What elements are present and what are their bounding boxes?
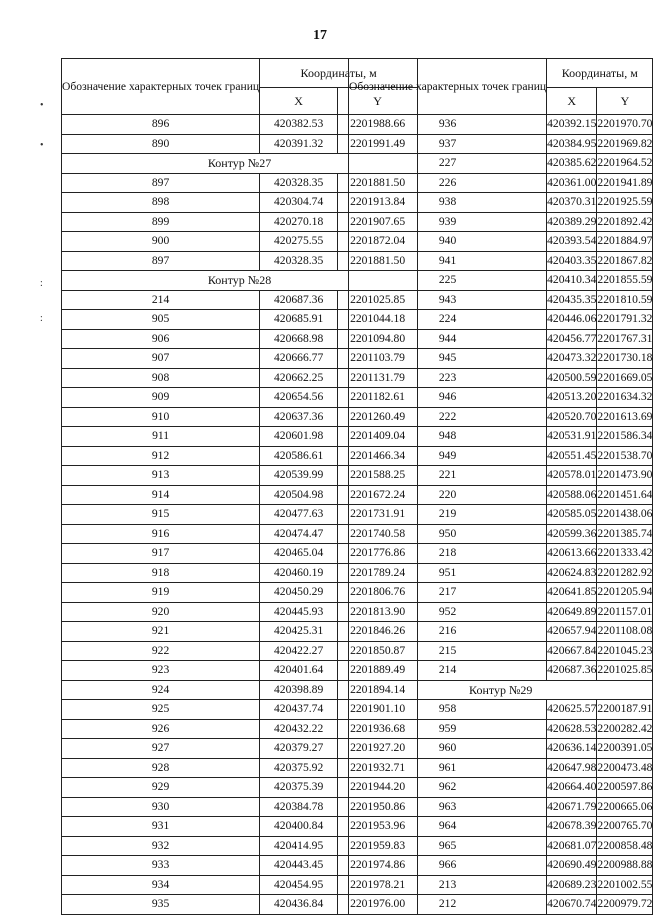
x-coordinate-cell: 420636.14 <box>547 739 597 759</box>
point-cell: 219 <box>349 505 547 525</box>
point-cell: 222 <box>349 407 547 427</box>
point-cell: 929 <box>62 778 260 798</box>
contour-label: Контур №29 <box>349 680 653 700</box>
y-coordinate-cell: 2201944.20 <box>338 778 418 798</box>
table-row <box>349 310 653 330</box>
x-coordinate-cell: 420689.23 <box>547 875 597 895</box>
x-coordinate-cell: 420662.25 <box>260 368 338 388</box>
x-coordinate-cell: 420460.19 <box>260 563 338 583</box>
y-coordinate-cell: 2201925.59 <box>597 193 653 213</box>
x-coordinate-cell: 420422.27 <box>260 641 338 661</box>
x-coordinate-cell: 420410.34 <box>547 271 597 291</box>
x-coordinate-cell: 420667.84 <box>547 641 597 661</box>
table-row <box>349 427 653 447</box>
y-coordinate-cell: 2201789.24 <box>338 563 418 583</box>
y-coordinate-cell: 2201025.85 <box>338 290 418 310</box>
point-cell: 896 <box>62 115 260 135</box>
x-coordinate-cell: 420668.98 <box>260 329 338 349</box>
y-coordinate-cell: 2201867.82 <box>597 251 653 271</box>
point-cell: 890 <box>62 134 260 154</box>
y-coordinate-cell: 2201385.74 <box>597 524 653 544</box>
point-cell: 927 <box>62 739 260 759</box>
y-coordinate-cell: 2201969.82 <box>597 134 653 154</box>
table-row <box>349 212 653 232</box>
y-coordinate-cell: 2201182.61 <box>338 388 418 408</box>
point-cell: 906 <box>62 329 260 349</box>
y-coordinate-cell: 2200858.48 <box>597 836 653 856</box>
y-coordinate-cell: 2201025.85 <box>597 661 653 681</box>
y-coordinate-cell: 2201850.87 <box>338 641 418 661</box>
x-coordinate-cell: 420670.74 <box>547 895 597 915</box>
point-cell: 212 <box>349 895 547 915</box>
x-coordinate-cell: 420671.79 <box>547 797 597 817</box>
point-cell: 922 <box>62 641 260 661</box>
y-coordinate-cell: 2201978.21 <box>338 875 418 895</box>
y-coordinate-cell: 2201806.76 <box>338 583 418 603</box>
point-cell: 218 <box>349 544 547 564</box>
point-cell: 935 <box>62 895 260 915</box>
table-row <box>349 115 653 135</box>
table-row <box>349 602 653 622</box>
table-row <box>349 719 653 739</box>
point-cell: 939 <box>349 212 547 232</box>
x-coordinate-cell: 420599.36 <box>547 524 597 544</box>
x-coordinate-cell: 420681.07 <box>547 836 597 856</box>
point-cell: 226 <box>349 173 547 193</box>
table-row <box>349 641 653 661</box>
table-row <box>349 622 653 642</box>
margin-mark: • <box>40 140 44 151</box>
point-cell: 227 <box>349 154 547 174</box>
y-coordinate-cell: 2201932.71 <box>338 758 418 778</box>
point-cell: 937 <box>349 134 547 154</box>
point-cell: 898 <box>62 193 260 213</box>
x-coordinate-cell: 420465.04 <box>260 544 338 564</box>
y-coordinate-cell: 2201810.59 <box>597 290 653 310</box>
table-row <box>349 524 653 544</box>
point-cell: 964 <box>349 817 547 837</box>
point-cell: 923 <box>62 661 260 681</box>
point-cell: 905 <box>62 310 260 330</box>
margin-mark: : <box>40 313 43 324</box>
y-coordinate-cell: 2201588.25 <box>338 466 418 486</box>
table-row <box>349 758 653 778</box>
y-coordinate-cell: 2201282.92 <box>597 563 653 583</box>
x-coordinate-cell: 420384.78 <box>260 797 338 817</box>
point-cell: 214 <box>349 661 547 681</box>
table-row <box>349 836 653 856</box>
header-coordinates: Координаты, м <box>260 59 418 88</box>
point-cell: 938 <box>349 193 547 213</box>
point-cell: 917 <box>62 544 260 564</box>
x-coordinate-cell: 420403.35 <box>547 251 597 271</box>
x-coordinate-cell: 420678.39 <box>547 817 597 837</box>
x-coordinate-cell: 420504.98 <box>260 485 338 505</box>
point-cell: 965 <box>349 836 547 856</box>
x-coordinate-cell: 420385.62 <box>547 154 597 174</box>
point-cell: 224 <box>349 310 547 330</box>
x-coordinate-cell: 420432.22 <box>260 719 338 739</box>
x-coordinate-cell: 420520.70 <box>547 407 597 427</box>
y-coordinate-cell: 2201959.83 <box>338 836 418 856</box>
y-coordinate-cell: 2200665.06 <box>597 797 653 817</box>
table-row <box>349 485 653 505</box>
table-row <box>349 173 653 193</box>
point-cell: 948 <box>349 427 547 447</box>
y-coordinate-cell: 2200979.72 <box>597 895 653 915</box>
table-row <box>349 817 653 837</box>
point-cell: 216 <box>349 622 547 642</box>
point-cell: 958 <box>349 700 547 720</box>
table-row <box>349 388 653 408</box>
point-cell: 941 <box>349 251 547 271</box>
y-coordinate-cell: 2201881.50 <box>338 251 418 271</box>
point-cell: 936 <box>349 115 547 135</box>
y-coordinate-cell: 2201791.32 <box>597 310 653 330</box>
x-coordinate-cell: 420664.40 <box>547 778 597 798</box>
point-cell: 213 <box>349 875 547 895</box>
x-coordinate-cell: 420375.92 <box>260 758 338 778</box>
x-coordinate-cell: 420539.99 <box>260 466 338 486</box>
point-cell: 950 <box>349 524 547 544</box>
y-coordinate-cell: 2201740.58 <box>338 524 418 544</box>
point-cell: 932 <box>62 836 260 856</box>
table-row <box>349 797 653 817</box>
point-cell: 946 <box>349 388 547 408</box>
page-number: 17 <box>313 28 327 43</box>
point-cell: 963 <box>349 797 547 817</box>
y-coordinate-cell: 2201976.00 <box>338 895 418 915</box>
point-cell: 940 <box>349 232 547 252</box>
x-coordinate-cell: 420328.35 <box>260 173 338 193</box>
header-y: Y <box>338 88 418 115</box>
y-coordinate-cell: 2201157.01 <box>597 602 653 622</box>
contour-label: Контур №27 <box>62 154 418 174</box>
x-coordinate-cell: 420551.45 <box>547 446 597 466</box>
x-coordinate-cell: 420685.91 <box>260 310 338 330</box>
contour-label: Контур №28 <box>62 271 418 291</box>
y-coordinate-cell: 2201205.94 <box>597 583 653 603</box>
table-row <box>349 739 653 759</box>
y-coordinate-cell: 2201613.69 <box>597 407 653 427</box>
y-coordinate-cell: 2201538.70 <box>597 446 653 466</box>
x-coordinate-cell: 420654.56 <box>260 388 338 408</box>
x-coordinate-cell: 420500.59 <box>547 368 597 388</box>
table-row <box>349 544 653 564</box>
table-row <box>349 407 653 427</box>
table-row <box>349 583 653 603</box>
point-cell: 220 <box>349 485 547 505</box>
x-coordinate-cell: 420456.77 <box>547 329 597 349</box>
x-coordinate-cell: 420304.74 <box>260 193 338 213</box>
x-coordinate-cell: 420578.01 <box>547 466 597 486</box>
y-coordinate-cell: 2201889.49 <box>338 661 418 681</box>
x-coordinate-cell: 420477.63 <box>260 505 338 525</box>
y-coordinate-cell: 2201974.86 <box>338 856 418 876</box>
point-cell: 919 <box>62 583 260 603</box>
point-cell: 945 <box>349 349 547 369</box>
point-cell: 962 <box>349 778 547 798</box>
x-coordinate-cell: 420586.61 <box>260 446 338 466</box>
y-coordinate-cell: 2201892.42 <box>597 212 653 232</box>
point-cell: 897 <box>62 173 260 193</box>
x-coordinate-cell: 420400.84 <box>260 817 338 837</box>
margin-mark: • <box>40 100 44 111</box>
point-cell: 933 <box>62 856 260 876</box>
y-coordinate-cell: 2201044.18 <box>338 310 418 330</box>
point-cell: 951 <box>349 563 547 583</box>
x-coordinate-cell: 420401.64 <box>260 661 338 681</box>
point-cell: 931 <box>62 817 260 837</box>
table-row <box>349 134 653 154</box>
y-coordinate-cell: 2200765.70 <box>597 817 653 837</box>
y-coordinate-cell: 2201988.66 <box>338 115 418 135</box>
table-row <box>349 232 653 252</box>
margin-mark: : <box>40 278 43 289</box>
x-coordinate-cell: 420275.55 <box>260 232 338 252</box>
point-cell: 911 <box>62 427 260 447</box>
y-coordinate-cell: 2201103.79 <box>338 349 418 369</box>
table-row <box>349 700 653 720</box>
x-coordinate-cell: 420389.29 <box>547 212 597 232</box>
table-row <box>349 895 653 915</box>
point-cell: 908 <box>62 368 260 388</box>
table-row <box>349 778 653 798</box>
y-coordinate-cell: 2201901.10 <box>338 700 418 720</box>
point-cell: 966 <box>349 856 547 876</box>
header-y: Y <box>597 88 653 115</box>
x-coordinate-cell: 420391.32 <box>260 134 338 154</box>
y-coordinate-cell: 2201767.31 <box>597 329 653 349</box>
x-coordinate-cell: 420531.91 <box>547 427 597 447</box>
y-coordinate-cell: 2201927.20 <box>338 739 418 759</box>
point-cell: 899 <box>62 212 260 232</box>
point-cell: 913 <box>62 466 260 486</box>
y-coordinate-cell: 2201002.55 <box>597 875 653 895</box>
point-cell: 215 <box>349 641 547 661</box>
point-cell: 907 <box>62 349 260 369</box>
y-coordinate-cell: 2201260.49 <box>338 407 418 427</box>
x-coordinate-cell: 420628.53 <box>547 719 597 739</box>
y-coordinate-cell: 2201094.80 <box>338 329 418 349</box>
x-coordinate-cell: 420384.95 <box>547 134 597 154</box>
y-coordinate-cell: 2201941.89 <box>597 173 653 193</box>
y-coordinate-cell: 2201953.96 <box>338 817 418 837</box>
y-coordinate-cell: 2201438.06 <box>597 505 653 525</box>
y-coordinate-cell: 2201672.24 <box>338 485 418 505</box>
x-coordinate-cell: 420435.35 <box>547 290 597 310</box>
x-coordinate-cell: 420625.57 <box>547 700 597 720</box>
x-coordinate-cell: 420649.89 <box>547 602 597 622</box>
x-coordinate-cell: 420647.98 <box>547 758 597 778</box>
point-cell: 914 <box>62 485 260 505</box>
x-coordinate-cell: 420666.77 <box>260 349 338 369</box>
x-coordinate-cell: 420425.31 <box>260 622 338 642</box>
x-coordinate-cell: 420370.31 <box>547 193 597 213</box>
point-cell: 916 <box>62 524 260 544</box>
table-row <box>349 329 653 349</box>
y-coordinate-cell: 2201855.59 <box>597 271 653 291</box>
y-coordinate-cell: 2200391.05 <box>597 739 653 759</box>
x-coordinate-cell: 420379.27 <box>260 739 338 759</box>
y-coordinate-cell: 2201913.84 <box>338 193 418 213</box>
y-coordinate-cell: 2201466.34 <box>338 446 418 466</box>
y-coordinate-cell: 2200988.88 <box>597 856 653 876</box>
point-cell: 214 <box>62 290 260 310</box>
point-cell: 959 <box>349 719 547 739</box>
point-cell: 961 <box>349 758 547 778</box>
y-coordinate-cell: 2201936.68 <box>338 719 418 739</box>
point-cell: 910 <box>62 407 260 427</box>
point-cell: 943 <box>349 290 547 310</box>
x-coordinate-cell: 420328.35 <box>260 251 338 271</box>
y-coordinate-cell: 2201884.97 <box>597 232 653 252</box>
y-coordinate-cell: 2201108.08 <box>597 622 653 642</box>
table-row <box>349 563 653 583</box>
table-row <box>349 251 653 271</box>
x-coordinate-cell: 420437.74 <box>260 700 338 720</box>
y-coordinate-cell: 2201730.18 <box>597 349 653 369</box>
x-coordinate-cell: 420473.32 <box>547 349 597 369</box>
point-cell: 925 <box>62 700 260 720</box>
table-row <box>349 875 653 895</box>
y-coordinate-cell: 2200282.42 <box>597 719 653 739</box>
table-row <box>349 290 653 310</box>
x-coordinate-cell: 420637.36 <box>260 407 338 427</box>
x-coordinate-cell: 420624.83 <box>547 563 597 583</box>
table-row <box>349 349 653 369</box>
x-coordinate-cell: 420443.45 <box>260 856 338 876</box>
y-coordinate-cell: 2201776.86 <box>338 544 418 564</box>
x-coordinate-cell: 420382.53 <box>260 115 338 135</box>
x-coordinate-cell: 420270.18 <box>260 212 338 232</box>
y-coordinate-cell: 2201131.79 <box>338 368 418 388</box>
y-coordinate-cell: 2201894.14 <box>338 680 418 700</box>
point-cell: 934 <box>62 875 260 895</box>
y-coordinate-cell: 2201634.32 <box>597 388 653 408</box>
x-coordinate-cell: 420398.89 <box>260 680 338 700</box>
point-cell: 909 <box>62 388 260 408</box>
y-coordinate-cell: 2201964.52 <box>597 154 653 174</box>
y-coordinate-cell: 2201813.90 <box>338 602 418 622</box>
contour-header-row <box>349 680 653 700</box>
y-coordinate-cell: 2201409.04 <box>338 427 418 447</box>
table-row <box>349 856 653 876</box>
y-coordinate-cell: 2201950.86 <box>338 797 418 817</box>
x-coordinate-cell: 420585.05 <box>547 505 597 525</box>
point-cell: 223 <box>349 368 547 388</box>
y-coordinate-cell: 2200597.86 <box>597 778 653 798</box>
y-coordinate-cell: 2201872.04 <box>338 232 418 252</box>
coordinates-table-right <box>348 58 653 915</box>
x-coordinate-cell: 420513.20 <box>547 388 597 408</box>
point-cell: 897 <box>62 251 260 271</box>
x-coordinate-cell: 420436.84 <box>260 895 338 915</box>
point-cell: 918 <box>62 563 260 583</box>
header-coordinates: Координаты, м <box>547 59 653 88</box>
point-cell: 225 <box>349 271 547 291</box>
y-coordinate-cell: 2201669.05 <box>597 368 653 388</box>
x-coordinate-cell: 420474.47 <box>260 524 338 544</box>
table-row <box>349 154 653 174</box>
table-row <box>349 271 653 291</box>
y-coordinate-cell: 2201586.34 <box>597 427 653 447</box>
x-coordinate-cell: 420414.95 <box>260 836 338 856</box>
point-cell: 926 <box>62 719 260 739</box>
x-coordinate-cell: 420657.94 <box>547 622 597 642</box>
table-row <box>349 466 653 486</box>
x-coordinate-cell: 420392.15 <box>547 115 597 135</box>
y-coordinate-cell: 2201473.90 <box>597 466 653 486</box>
point-cell: 928 <box>62 758 260 778</box>
x-coordinate-cell: 420601.98 <box>260 427 338 447</box>
point-cell: 221 <box>349 466 547 486</box>
x-coordinate-cell: 420454.95 <box>260 875 338 895</box>
x-coordinate-cell: 420613.66 <box>547 544 597 564</box>
point-cell: 217 <box>349 583 547 603</box>
point-cell: 944 <box>349 329 547 349</box>
x-coordinate-cell: 420588.06 <box>547 485 597 505</box>
x-coordinate-cell: 420641.85 <box>547 583 597 603</box>
x-coordinate-cell: 420690.49 <box>547 856 597 876</box>
header-x: X <box>260 88 338 115</box>
table-row <box>349 661 653 681</box>
y-coordinate-cell: 2201451.64 <box>597 485 653 505</box>
point-cell: 912 <box>62 446 260 466</box>
header-point-designation: Обозначение характерных точек границ <box>349 59 547 115</box>
y-coordinate-cell: 2201731.91 <box>338 505 418 525</box>
y-coordinate-cell: 2201991.49 <box>338 134 418 154</box>
point-cell: 924 <box>62 680 260 700</box>
y-coordinate-cell: 2201881.50 <box>338 173 418 193</box>
point-cell: 949 <box>349 446 547 466</box>
point-cell: 952 <box>349 602 547 622</box>
x-coordinate-cell: 420450.29 <box>260 583 338 603</box>
y-coordinate-cell: 2201846.26 <box>338 622 418 642</box>
x-coordinate-cell: 420446.06 <box>547 310 597 330</box>
header-x: X <box>547 88 597 115</box>
point-cell: 920 <box>62 602 260 622</box>
table-row <box>349 505 653 525</box>
point-cell: 900 <box>62 232 260 252</box>
point-cell: 915 <box>62 505 260 525</box>
x-coordinate-cell: 420393.54 <box>547 232 597 252</box>
table-row <box>349 368 653 388</box>
y-coordinate-cell: 2201045.23 <box>597 641 653 661</box>
table-row <box>349 193 653 213</box>
table-row <box>349 446 653 466</box>
x-coordinate-cell: 420375.39 <box>260 778 338 798</box>
point-cell: 930 <box>62 797 260 817</box>
x-coordinate-cell: 420445.93 <box>260 602 338 622</box>
x-coordinate-cell: 420687.36 <box>547 661 597 681</box>
y-coordinate-cell: 2201333.42 <box>597 544 653 564</box>
point-cell: 960 <box>349 739 547 759</box>
y-coordinate-cell: 2200473.48 <box>597 758 653 778</box>
y-coordinate-cell: 2200187.91 <box>597 700 653 720</box>
header-point-designation: Обозначение характерных точек границ <box>62 59 260 115</box>
y-coordinate-cell: 2201970.70 <box>597 115 653 135</box>
x-coordinate-cell: 420687.36 <box>260 290 338 310</box>
point-cell: 921 <box>62 622 260 642</box>
y-coordinate-cell: 2201907.65 <box>338 212 418 232</box>
x-coordinate-cell: 420361.00 <box>547 173 597 193</box>
